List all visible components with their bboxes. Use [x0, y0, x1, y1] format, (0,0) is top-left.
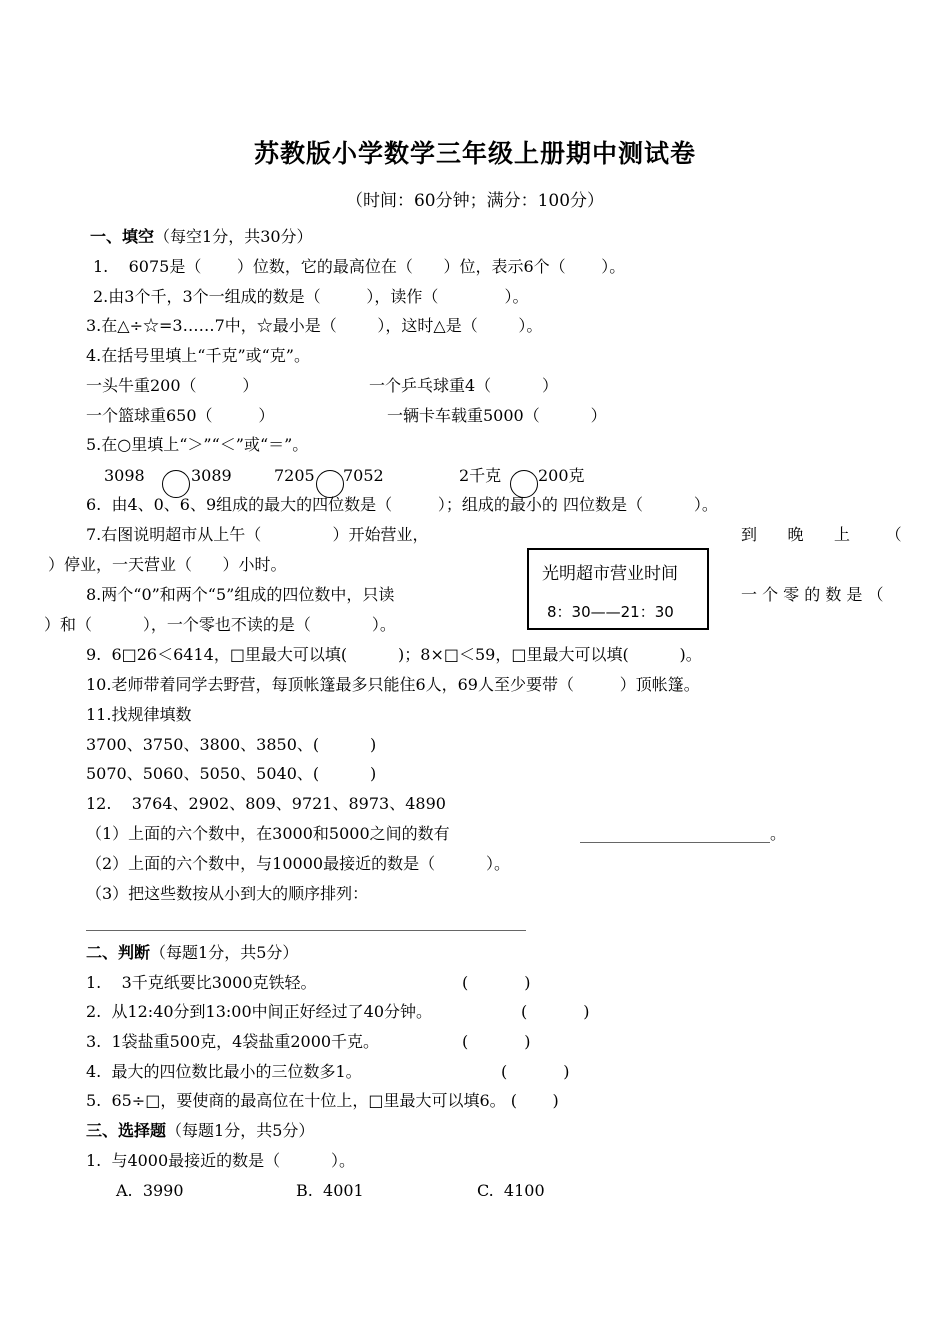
page-title: 苏教版小学数学三年级上册期中测试卷	[253, 139, 696, 168]
answer-line-q12c[interactable]	[86, 930, 526, 931]
s1-q7a: 7.右图说明超市从上午（ ）开始营业，	[86, 525, 429, 544]
s1-q12b: （2）上面的六个数中，与10000最接近的数是（ ）。	[86, 854, 510, 873]
s2-q1-paren[interactable]: ( )	[462, 973, 531, 992]
s1-q5d: 7052	[343, 466, 384, 485]
s1-q5c: 7205	[274, 466, 315, 485]
store-hours-time: 8：30——21：30	[547, 603, 674, 621]
compare-circle-2[interactable]	[316, 470, 344, 498]
compare-circle-3[interactable]	[510, 470, 538, 498]
section1-heading: 一、填空	[90, 227, 155, 246]
store-hours-box	[527, 548, 709, 630]
compare-circle-1[interactable]	[162, 470, 190, 498]
section3-heading: 三、选择题	[86, 1121, 167, 1140]
s3-option-b[interactable]: B. 4001	[296, 1181, 364, 1200]
section2-note: （每题1分，共5分）	[150, 943, 299, 962]
s1-q2: 2.由3个千，3个一组成的数是（ ），读作（ ）。	[93, 287, 529, 306]
section3-note: （每题1分，共5分）	[166, 1121, 315, 1140]
section2-heading-line	[86, 943, 298, 963]
s1-q1: 1. 6075是（ ）位数，它的最高位在（ ）位，表示6个（ ）。	[93, 257, 626, 276]
s1-q9: 9. 6□26＜6414，□里最大可以填( )；8×□＜59，□里最大可以填( )。	[86, 645, 702, 664]
s2-q3: 3. 1袋盐重500克，4袋盐重2000千克。	[86, 1032, 380, 1051]
s1-q12a: （1）上面的六个数中，在3000和5000之间的数有	[86, 824, 450, 843]
s3-q1: 1. 与4000最接近的数是（ ）。	[86, 1151, 356, 1170]
s1-q11a: 3700、3750、3800、3850、( )	[86, 735, 377, 754]
s1-q4b: 一个乒乓球重4（ ）	[369, 376, 559, 395]
s1-q5f: 200克	[538, 466, 585, 485]
s1-q11b: 5070、5060、5050、5040、( )	[86, 764, 377, 783]
s1-q5b: 3089	[191, 466, 232, 485]
s3-option-a[interactable]: A. 3990	[116, 1181, 184, 1200]
section3-heading-line	[86, 1121, 314, 1141]
s1-q8c: ）和（ ），一个零也不读的是（ ）。	[44, 615, 396, 634]
section2-heading: 二、判断	[86, 943, 151, 962]
answer-line-q12a[interactable]	[580, 842, 770, 843]
s1-q12c: （3）把这些数按从小到大的顺序排列：	[86, 884, 369, 903]
s1-q8b: 一 个 零 的 数 是 （	[741, 585, 884, 604]
s1-q6: 6. 由4、0、6、9组成的最大的四位数是（ ）；组成的最小的 四位数是（ ）。	[86, 495, 718, 514]
s1-q4c: 一个篮球重650（ ）	[86, 406, 275, 425]
s1-q5e: 2千克	[459, 466, 502, 485]
s1-q7b: 到 晚 上 （	[741, 525, 902, 544]
s2-q5: 5. 65÷□，要使商的最高位在十位上，□里最大可以填6。 ( )	[86, 1091, 559, 1110]
page-subtitle: （时间：60分钟；满分：100分）	[345, 191, 605, 211]
s2-q4: 4. 最大的四位数比最小的三位数多1。	[86, 1062, 362, 1081]
s1-q10: 10.老师带着同学去野营，每顶帐篷最多只能住6人，69人至少要带（ ）顶帐篷。	[86, 675, 700, 694]
store-hours-title: 光明超市营业时间	[542, 564, 678, 584]
s2-q4-paren[interactable]: ( )	[501, 1062, 570, 1081]
s1-q5: 5.在○里填上“＞”“＜”或“＝”。	[86, 435, 309, 454]
s2-q2: 2. 从12:40分到13:00中间正好经过了40分钟。	[86, 1002, 433, 1021]
s1-q7c: ）停业，一天营业（ ）小时。	[48, 555, 287, 574]
s1-q8a: 8.两个“0”和两个“5”组成的四位数中，只读	[86, 585, 395, 604]
s1-q4: 4.在括号里填上“千克”或“克”。	[86, 346, 310, 365]
s2-q1: 1. 3千克纸要比3000克铁轻。	[86, 973, 317, 992]
section1-heading-line	[90, 227, 313, 247]
s1-q12: 12. 3764、2902、809、9721、8973、4890	[86, 794, 446, 813]
s3-option-c[interactable]: C. 4100	[477, 1181, 545, 1200]
s1-q11: 11.找规律填数	[86, 705, 192, 724]
s2-q3-paren[interactable]: ( )	[462, 1032, 531, 1051]
s1-q5a: 3098	[104, 466, 145, 485]
s1-q4d: 一辆卡车载重5000（ ）	[387, 406, 607, 425]
s2-q2-paren[interactable]: ( )	[521, 1002, 590, 1021]
s1-q12a-end: 。	[770, 824, 787, 843]
s1-q4a: 一头牛重200（ ）	[86, 376, 259, 395]
s1-q3: 3.在△÷☆=3……7中，☆最小是（ ），这时△是（ ）。	[86, 316, 543, 335]
section1-note: （每空1分，共30分）	[154, 227, 313, 246]
